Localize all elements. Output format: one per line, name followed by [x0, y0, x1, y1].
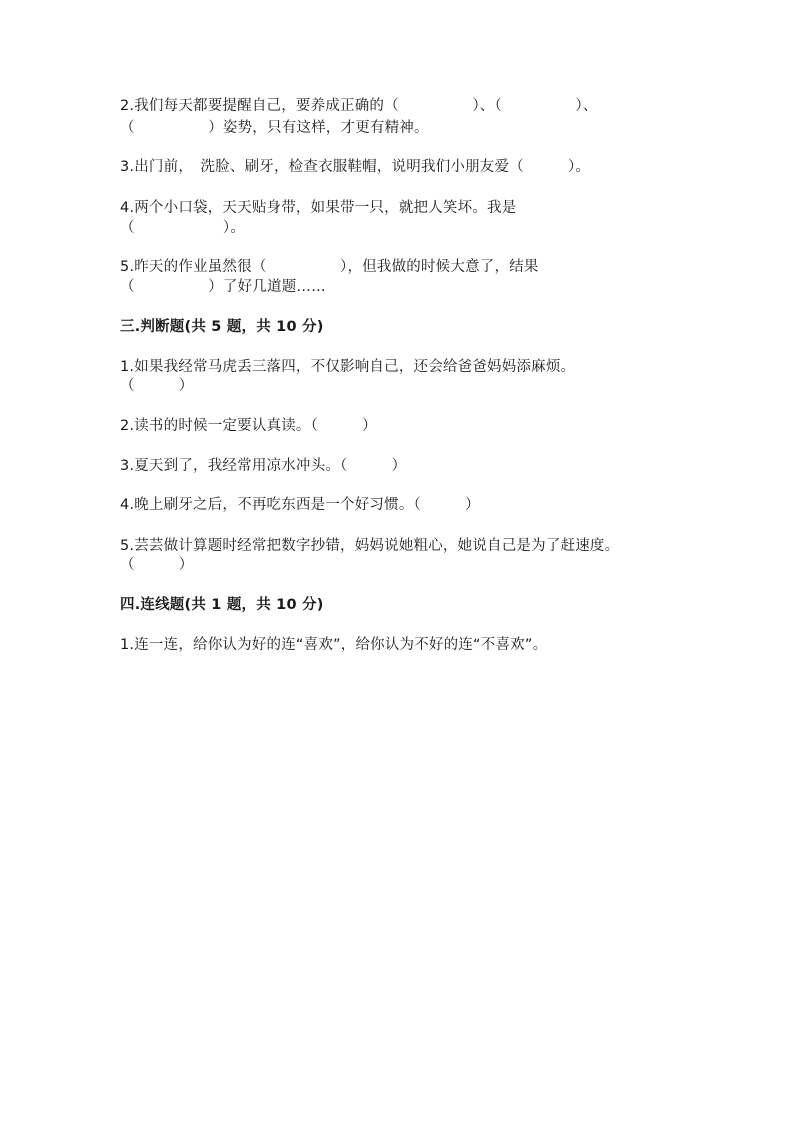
judge-q1-line1: 1.如果我经常马虎丢三落四，不仅影响自己，还会给爸爸妈妈添麻烦。 — [120, 359, 576, 375]
fill-q5-line1: 5.昨天的作业虽然很（ ），但我做的时候大意了，结果 — [120, 259, 539, 275]
judge-q2-line1: 2.读书的时候一定要认真读。（ ） — [120, 418, 377, 434]
judge-q1-line2: （ ） — [120, 378, 194, 394]
connect-q1-line1: 1.连一连，给你认为好的连“喜欢”，给你认为不好的连“不喜欢”。 — [120, 637, 548, 653]
section-judge-heading: 三.判断题(共 5 题，共 10 分) — [120, 319, 324, 335]
section-connect-heading: 四.连线题(共 1 题，共 10 分) — [120, 597, 324, 613]
fill-q3-line1: 3.出门前， 洗脸、刷牙，检查衣服鞋帽，说明我们小朋友爱（ ）。 — [120, 159, 591, 175]
judge-q4-line1: 4.晚上刷牙之后，不再吃东西是一个好习惯。（ ） — [120, 497, 480, 513]
judge-q5-line2: （ ） — [120, 557, 194, 573]
fill-q4-line1: 4.两个小口袋，天天贴身带，如果带一只，就把人笑坏。我是 — [120, 200, 517, 216]
fill-q5-line2: （ ）了好几道题…… — [120, 279, 326, 295]
judge-q5-line1: 5.芸芸做计算题时经常把数字抄错，妈妈说她粗心，她说自己是为了赶速度。 — [120, 538, 620, 554]
fill-q4-line2: （ ）。 — [120, 220, 246, 236]
judge-q3-line1: 3.夏天到了，我经常用凉水冲头。（ ） — [120, 458, 407, 474]
fill-q2-line2: （ ）姿势，只有这样，才更有精神。 — [120, 120, 429, 136]
fill-q2-line1: 2.我们每天都要提醒自己，要养成正确的（ ）、（ ）、 — [120, 98, 598, 114]
